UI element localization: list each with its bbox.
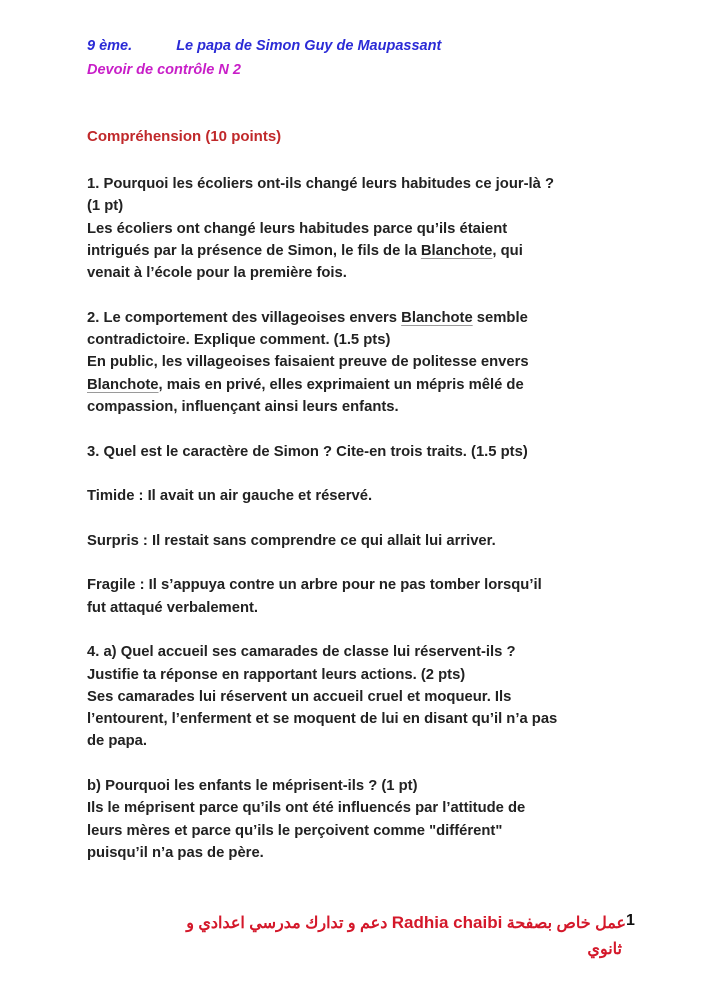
question-4a-line-2: Justifie ta réponse en rapportant leurs actions. (2 pts): [87, 666, 466, 683]
author-name: Radhia chaibi: [391, 913, 503, 932]
question-4b: b) Pourquoi les enfants le méprisent-ils ? (1 pt): [87, 778, 418, 795]
answer-2-line-1: En public, les villageoises faisaient preuve de politesse envers: [87, 354, 529, 371]
answer-2-line-2: [87, 374, 647, 396]
trait-3-line-1: Fragile : Il s’appuya contre un arbre pour ne pas tomber lorsqu’il: [87, 577, 542, 594]
footer-arabic-start: عمل خاص بصفحة: [502, 915, 626, 932]
answer-1-line-1: Les écoliers ont changé leurs habitudes parce qu’ils étaient: [87, 220, 508, 237]
answer-4a-line-3: de papa.: [87, 733, 148, 750]
footer-line-2: ثانوي: [587, 941, 622, 958]
name-blanchote: Blanchote: [420, 242, 493, 259]
trait-2: [87, 530, 647, 552]
answer-4a-line-1: Ses camarades lui réservent un accueil cruel et moqueur. Ils: [87, 688, 512, 705]
page-number: 1: [626, 912, 635, 929]
questions-body: [87, 173, 647, 887]
answer-1-text-end: , qui: [492, 242, 523, 259]
question-1-block: [87, 173, 647, 284]
question-2-text: 2. Le comportement des villageoises envers: [87, 309, 402, 326]
question-1-points: (1 pt): [87, 198, 124, 215]
answer-4b-line-3: puisqu’il n’a pas de père.: [87, 844, 264, 861]
answer-4a-line-2: l’entourent, l’enferment et se moquent de lui en disant qu’il n’a pas: [87, 711, 558, 728]
footer-arabic-end: دعم و تدارك مدرسي اعدادي و: [186, 915, 392, 932]
trait-3: [87, 574, 647, 619]
answer-1-line-3: venait à l’école pour la première fois.: [87, 265, 347, 282]
name-blanchote: Blanchote: [87, 376, 159, 393]
text-title: Le papa de Simon Guy de Maupassant: [176, 38, 442, 54]
answer-4b-line-2: leurs mères et parce qu’ils le perçoivent comme "différent": [87, 822, 503, 839]
section-title: Compréhension (10 points): [87, 128, 282, 145]
trait-1-text: Timide : Il avait un air gauche et réservé.: [87, 488, 373, 505]
name-blanchote: Blanchote: [401, 309, 473, 326]
footer-line-1: [66, 910, 626, 937]
question-2-block: [87, 307, 647, 418]
question-4a-block: [87, 641, 647, 752]
question-3-text: 3. Quel est le caractère de Simon ? Cite-en trois traits. (1.5 pts): [87, 443, 528, 460]
answer-1-text: intrigués par la présence de Simon, le fils de la: [87, 242, 421, 259]
trait-3-line-2: fut attaqué verbalement.: [87, 599, 259, 616]
question-2-text-end: semble: [472, 309, 528, 326]
answer-2-line-3: compassion, influençant ainsi leurs enfants.: [87, 398, 399, 415]
grade-level: 9 ème.: [87, 38, 133, 54]
question-3: [87, 441, 647, 463]
header-line-1: [87, 38, 441, 54]
question-4b-block: [87, 775, 647, 864]
question-1: 1. Pourquoi les écoliers ont-ils changé leurs habitudes ce jour-là ?: [87, 176, 555, 192]
exam-title: Devoir de contrôle N 2: [87, 62, 241, 78]
question-4a-line-1: 4. a) Quel accueil ses camarades de classe lui réservent-ils ?: [87, 644, 516, 661]
answer-4b-line-1: Ils le méprisent parce qu’ils ont été influencés par l’attitude de: [87, 800, 526, 817]
question-2-line-2: contradictoire. Explique comment. (1.5 pts): [87, 332, 391, 349]
answer-2-text: , mais en privé, elles exprimaient un mépris mêlé de: [158, 376, 524, 393]
trait-1: [87, 485, 647, 507]
trait-2-text: Surpris : Il restait sans comprendre ce qui allait lui arriver.: [87, 532, 496, 549]
footer-credit: [66, 910, 626, 963]
question-2-line-1: [87, 307, 647, 329]
answer-1-line-2: [87, 240, 647, 262]
